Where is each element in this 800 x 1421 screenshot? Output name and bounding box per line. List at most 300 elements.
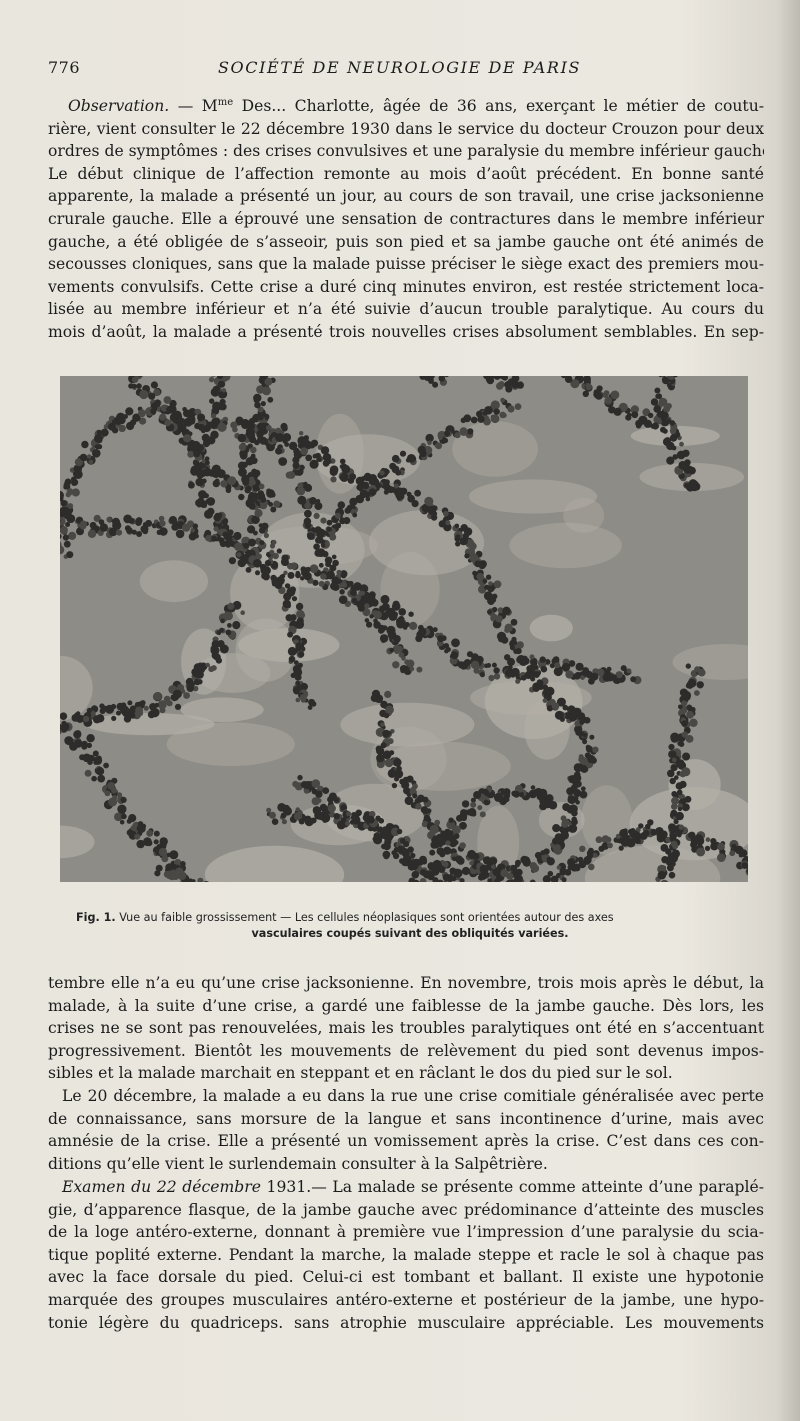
cell-nucleus bbox=[240, 610, 245, 615]
cell-nucleus bbox=[394, 777, 399, 782]
cell-nucleus bbox=[323, 453, 332, 462]
cell-nucleus bbox=[411, 853, 416, 858]
cell-nucleus bbox=[116, 530, 122, 536]
cell-nucleus bbox=[434, 820, 440, 826]
cell-nucleus bbox=[349, 473, 356, 480]
cell-nucleus bbox=[510, 645, 515, 650]
cell-nucleus bbox=[464, 553, 469, 558]
cell-nucleus bbox=[385, 758, 394, 767]
cell-nucleus bbox=[262, 437, 267, 442]
cell-nucleus bbox=[238, 494, 244, 500]
cell-nucleus bbox=[619, 829, 628, 838]
cell-nucleus bbox=[398, 608, 406, 616]
cell-nucleus bbox=[496, 382, 503, 389]
cell-nucleus bbox=[248, 494, 253, 499]
cell-nucleus bbox=[407, 454, 416, 463]
cell-nucleus bbox=[635, 420, 642, 427]
cell-nucleus bbox=[322, 787, 329, 794]
cell-nucleus bbox=[87, 454, 91, 458]
cell-nucleus bbox=[739, 853, 744, 858]
cell-nucleus bbox=[232, 621, 240, 629]
cell-nucleus bbox=[467, 651, 473, 657]
cell-nucleus bbox=[292, 781, 298, 787]
cell-nucleus bbox=[379, 818, 385, 824]
cell-nucleus bbox=[321, 540, 326, 545]
cell-nucleus bbox=[540, 656, 546, 662]
cell-nucleus bbox=[103, 763, 109, 769]
cell-nucleus bbox=[575, 800, 580, 805]
cell-nucleus bbox=[312, 797, 320, 805]
text-line: sibles et la malade marchait en steppant et en râclant le dos du pied sur le sol. bbox=[48, 1064, 673, 1083]
cell-nucleus bbox=[560, 717, 565, 722]
cell-nucleus bbox=[693, 481, 698, 486]
text-line: progressivement. Bientôt les mouvements de relèvement du pied sont devenus impos- bbox=[48, 1041, 764, 1060]
cell-nucleus bbox=[507, 405, 514, 412]
cell-nucleus bbox=[696, 848, 705, 857]
cell-nucleus bbox=[238, 462, 246, 470]
cell-nucleus bbox=[579, 846, 585, 852]
cell-nucleus bbox=[494, 408, 500, 414]
cell-nucleus bbox=[543, 689, 551, 697]
cell-nucleus bbox=[583, 733, 588, 738]
cell-nucleus bbox=[217, 513, 222, 518]
cell-nucleus bbox=[592, 747, 598, 753]
cell-nucleus bbox=[513, 791, 520, 798]
cell-nucleus bbox=[636, 833, 643, 840]
cell-nucleus bbox=[80, 521, 87, 528]
cell-nucleus bbox=[330, 565, 337, 572]
cell-nucleus bbox=[246, 499, 255, 508]
text-line: rière, vient consulter le 22 décembre 1930 dans le service du docteur Crouzon pour deux bbox=[48, 119, 764, 138]
cell-nucleus bbox=[202, 479, 207, 484]
cell-nucleus bbox=[148, 393, 155, 400]
cell-nucleus bbox=[367, 816, 375, 824]
cell-nucleus bbox=[352, 513, 357, 518]
cell-nucleus bbox=[451, 651, 459, 659]
cell-nucleus bbox=[299, 431, 303, 435]
text-line: apparente, la malade a présenté un jour, au cours de son travail, une crise jacksonienne bbox=[48, 187, 764, 206]
cell-nucleus bbox=[674, 819, 679, 824]
text-line: lisée au membre inférieur et n’a été suivie d’aucun trouble paralytique. Au cours du bbox=[48, 300, 764, 319]
paragraph-continuation bbox=[48, 972, 764, 1085]
cell-nucleus bbox=[139, 390, 148, 399]
cell-nucleus bbox=[298, 810, 303, 815]
cell-nucleus bbox=[259, 540, 264, 545]
cell-nucleus bbox=[278, 457, 287, 466]
cell-nucleus bbox=[183, 434, 191, 442]
text-line: gauche, a été obligée de s’asseoir, puis son pied et sa jambe gauche ont été animés de bbox=[48, 232, 764, 251]
cell-nucleus bbox=[281, 813, 287, 819]
cell-nucleus bbox=[492, 663, 497, 668]
cell-nucleus bbox=[588, 848, 594, 854]
cell-nucleus bbox=[128, 383, 133, 388]
cell-nucleus bbox=[341, 582, 347, 588]
cell-nucleus bbox=[327, 527, 332, 532]
cell-nucleus bbox=[211, 421, 218, 428]
cell-nucleus bbox=[437, 847, 445, 855]
cell-nucleus bbox=[676, 812, 684, 820]
cell-nucleus bbox=[330, 476, 336, 482]
cell-nucleus bbox=[418, 625, 424, 631]
cell-nucleus bbox=[437, 841, 443, 847]
cell-nucleus bbox=[659, 398, 668, 407]
cell-nucleus bbox=[403, 787, 410, 794]
cell-nucleus bbox=[322, 551, 328, 557]
cell-nucleus bbox=[248, 434, 254, 440]
cell-nucleus bbox=[392, 661, 399, 668]
cell-nucleus bbox=[355, 495, 364, 504]
cell-nucleus bbox=[90, 522, 97, 529]
cell-nucleus bbox=[207, 436, 215, 444]
cell-nucleus bbox=[554, 662, 560, 668]
cell-nucleus bbox=[220, 480, 227, 487]
stroma-patch bbox=[181, 697, 264, 722]
cell-nucleus bbox=[652, 422, 659, 429]
cell-nucleus bbox=[296, 698, 301, 703]
cell-nucleus bbox=[74, 739, 82, 747]
cell-nucleus bbox=[87, 759, 93, 765]
cell-nucleus bbox=[432, 382, 438, 388]
cell-nucleus bbox=[414, 490, 421, 497]
cell-nucleus bbox=[194, 679, 200, 685]
cell-nucleus bbox=[590, 757, 597, 764]
cell-nucleus bbox=[589, 735, 594, 740]
cell-nucleus bbox=[158, 700, 167, 709]
cell-nucleus bbox=[470, 802, 476, 808]
cell-nucleus bbox=[269, 812, 276, 819]
cell-nucleus bbox=[81, 455, 87, 461]
cell-nucleus bbox=[586, 745, 591, 750]
examination-label: Examen du 22 décembre bbox=[62, 1178, 261, 1196]
cell-nucleus bbox=[214, 526, 219, 531]
cell-nucleus bbox=[461, 418, 467, 424]
text-line: mois d’août, la malade a présenté trois nouvelles crises absolument semblables. En sep- bbox=[48, 322, 764, 341]
cell-nucleus bbox=[136, 517, 143, 524]
cell-nucleus bbox=[380, 722, 385, 727]
cell-nucleus bbox=[159, 414, 166, 421]
cell-nucleus bbox=[504, 381, 512, 389]
cell-nucleus bbox=[187, 684, 195, 692]
cell-nucleus bbox=[462, 800, 469, 807]
text-fragment: — M bbox=[177, 97, 218, 115]
cell-nucleus bbox=[338, 501, 346, 509]
cell-nucleus bbox=[227, 623, 232, 628]
cell-nucleus bbox=[448, 818, 453, 823]
cell-nucleus bbox=[427, 808, 432, 813]
cell-nucleus bbox=[397, 829, 403, 835]
page-number: 776 bbox=[48, 58, 81, 77]
cell-nucleus bbox=[418, 446, 426, 454]
cell-nucleus bbox=[643, 830, 650, 837]
cell-nucleus bbox=[209, 398, 214, 403]
observation-label: Observation. bbox=[68, 97, 170, 115]
cell-nucleus bbox=[249, 456, 256, 463]
cell-nucleus bbox=[602, 835, 610, 843]
page-header bbox=[48, 58, 758, 86]
cell-nucleus bbox=[409, 667, 414, 672]
cell-nucleus bbox=[281, 425, 287, 431]
cell-nucleus bbox=[226, 488, 232, 494]
text-line: tembre elle n’a eu qu’une crise jacksonienne. En novembre, trois mois après le début, la bbox=[48, 974, 764, 992]
cell-nucleus bbox=[150, 408, 156, 414]
cell-nucleus bbox=[408, 612, 413, 617]
cell-nucleus bbox=[550, 663, 555, 668]
cell-nucleus bbox=[330, 582, 338, 590]
cell-nucleus bbox=[553, 705, 558, 710]
cell-nucleus bbox=[563, 705, 569, 711]
cell-nucleus bbox=[213, 480, 220, 487]
text-fragment: Des... Charlotte, âgée de 36 ans, exerçant le métier de coutu- bbox=[233, 97, 764, 115]
cell-nucleus bbox=[395, 470, 401, 476]
cell-nucleus bbox=[295, 642, 303, 650]
cell-nucleus bbox=[685, 796, 692, 803]
cell-nucleus bbox=[647, 819, 653, 825]
cell-nucleus bbox=[275, 581, 283, 589]
cell-nucleus bbox=[626, 668, 631, 673]
cell-nucleus bbox=[677, 790, 683, 796]
cell-nucleus bbox=[500, 398, 505, 403]
cell-nucleus bbox=[335, 513, 341, 519]
cell-nucleus bbox=[476, 573, 484, 581]
cell-nucleus bbox=[248, 423, 255, 430]
cell-nucleus bbox=[460, 427, 468, 435]
cell-nucleus bbox=[425, 870, 433, 878]
cell-nucleus bbox=[682, 692, 691, 701]
cell-nucleus bbox=[400, 451, 406, 457]
cell-nucleus bbox=[196, 444, 204, 452]
cell-nucleus bbox=[529, 670, 536, 677]
cell-nucleus bbox=[515, 403, 522, 410]
cell-nucleus bbox=[270, 507, 276, 513]
cell-nucleus bbox=[531, 864, 539, 872]
cell-nucleus bbox=[663, 438, 671, 446]
cell-nucleus bbox=[478, 418, 483, 423]
cell-nucleus bbox=[288, 572, 295, 579]
cell-nucleus bbox=[175, 704, 181, 710]
cell-nucleus bbox=[309, 497, 317, 505]
cell-nucleus bbox=[269, 550, 274, 555]
cell-nucleus bbox=[134, 834, 140, 840]
cell-nucleus bbox=[389, 463, 396, 470]
cell-nucleus bbox=[341, 573, 347, 579]
cell-nucleus bbox=[651, 398, 658, 405]
cell-nucleus bbox=[289, 442, 297, 450]
cell-nucleus bbox=[253, 531, 258, 536]
cell-nucleus bbox=[438, 866, 445, 873]
cell-nucleus bbox=[679, 442, 684, 447]
cell-nucleus bbox=[484, 591, 493, 600]
cell-nucleus bbox=[182, 523, 190, 531]
cell-nucleus bbox=[164, 396, 172, 404]
cell-nucleus bbox=[517, 655, 525, 663]
cell-nucleus bbox=[260, 566, 269, 575]
cell-nucleus bbox=[332, 555, 337, 560]
cell-nucleus bbox=[282, 819, 287, 824]
cell-nucleus bbox=[311, 701, 316, 706]
stroma-patch bbox=[530, 615, 573, 642]
cell-nucleus bbox=[325, 557, 333, 565]
cell-nucleus bbox=[205, 663, 210, 668]
cell-nucleus bbox=[426, 818, 431, 823]
cell-nucleus bbox=[266, 808, 271, 813]
cell-nucleus bbox=[562, 663, 570, 671]
cell-nucleus bbox=[66, 551, 73, 558]
cell-nucleus bbox=[428, 507, 436, 515]
cell-nucleus bbox=[226, 630, 232, 636]
cell-nucleus bbox=[491, 414, 500, 423]
cell-nucleus bbox=[454, 840, 459, 845]
cell-nucleus bbox=[451, 638, 460, 647]
cell-nucleus bbox=[253, 559, 262, 568]
cell-nucleus bbox=[484, 800, 490, 806]
cell-nucleus bbox=[119, 425, 126, 432]
cell-nucleus bbox=[384, 691, 391, 698]
cell-nucleus bbox=[89, 460, 94, 465]
cell-nucleus bbox=[220, 403, 227, 410]
cell-nucleus bbox=[73, 730, 81, 738]
cell-nucleus bbox=[265, 560, 271, 566]
cell-nucleus bbox=[211, 536, 217, 542]
cell-nucleus bbox=[530, 654, 535, 659]
cell-nucleus bbox=[209, 377, 214, 382]
cell-nucleus bbox=[275, 448, 282, 455]
cell-nucleus bbox=[176, 414, 182, 420]
cell-nucleus bbox=[680, 771, 687, 778]
cell-nucleus bbox=[661, 844, 669, 852]
cell-nucleus bbox=[504, 627, 510, 633]
superscript: me bbox=[217, 96, 234, 108]
cell-nucleus bbox=[358, 591, 363, 596]
cell-nucleus bbox=[515, 860, 521, 866]
cell-nucleus bbox=[473, 791, 481, 799]
cell-nucleus bbox=[236, 552, 241, 557]
cell-nucleus bbox=[322, 818, 327, 823]
cell-nucleus bbox=[197, 414, 205, 422]
cell-nucleus bbox=[135, 707, 143, 715]
cell-nucleus bbox=[444, 430, 450, 436]
cell-nucleus bbox=[576, 663, 584, 671]
cell-nucleus bbox=[684, 483, 689, 488]
cell-nucleus bbox=[277, 548, 282, 553]
cell-nucleus bbox=[488, 675, 494, 681]
cell-nucleus bbox=[706, 837, 711, 842]
cell-nucleus bbox=[207, 508, 215, 516]
cell-nucleus bbox=[304, 510, 312, 518]
cell-nucleus bbox=[488, 581, 493, 586]
cell-nucleus bbox=[412, 871, 420, 879]
cell-nucleus bbox=[340, 473, 349, 482]
cell-nucleus bbox=[668, 744, 674, 750]
cell-nucleus bbox=[64, 541, 71, 548]
cell-nucleus bbox=[603, 393, 608, 398]
cell-nucleus bbox=[460, 537, 468, 545]
cell-nucleus bbox=[88, 530, 96, 538]
cell-nucleus bbox=[345, 507, 351, 513]
text-line: vements convulsifs. Cette crise a duré cinq minutes environ, est restée strictement loca- bbox=[48, 277, 764, 296]
cell-nucleus bbox=[227, 603, 234, 610]
cell-nucleus bbox=[454, 432, 460, 438]
cell-nucleus bbox=[437, 635, 444, 642]
cell-nucleus bbox=[516, 648, 522, 654]
cell-nucleus bbox=[305, 522, 310, 527]
cell-nucleus bbox=[481, 562, 486, 567]
cell-nucleus bbox=[371, 694, 379, 702]
cell-nucleus bbox=[679, 825, 684, 830]
figure-label: Fig. 1. bbox=[76, 911, 116, 924]
cell-nucleus bbox=[392, 455, 400, 463]
cell-nucleus bbox=[137, 824, 146, 833]
text-line: de la loge antéro-externe, donnant à première vue l’impression d’une paralysie du scia- bbox=[48, 1223, 764, 1242]
cell-nucleus bbox=[148, 711, 155, 718]
cell-nucleus bbox=[283, 600, 291, 608]
cell-nucleus bbox=[607, 667, 612, 672]
cell-nucleus bbox=[571, 817, 577, 823]
cell-nucleus bbox=[320, 573, 326, 579]
cell-nucleus bbox=[220, 619, 225, 624]
cell-nucleus bbox=[430, 825, 439, 834]
cell-nucleus bbox=[471, 661, 479, 669]
cell-nucleus bbox=[483, 856, 491, 864]
cell-nucleus bbox=[620, 403, 627, 410]
cell-nucleus bbox=[483, 579, 488, 584]
cell-nucleus bbox=[432, 836, 439, 843]
cell-nucleus bbox=[230, 422, 237, 429]
cell-nucleus bbox=[229, 557, 236, 564]
cell-nucleus bbox=[544, 848, 550, 854]
cell-nucleus bbox=[381, 595, 390, 604]
cell-nucleus bbox=[241, 419, 250, 428]
cell-nucleus bbox=[548, 871, 554, 877]
cell-nucleus bbox=[364, 603, 369, 608]
cell-nucleus bbox=[467, 428, 473, 434]
cell-nucleus bbox=[169, 516, 177, 524]
cell-nucleus bbox=[387, 608, 395, 616]
cell-nucleus bbox=[577, 712, 585, 720]
cell-nucleus bbox=[214, 654, 221, 661]
cell-nucleus bbox=[630, 676, 636, 682]
cell-nucleus bbox=[444, 649, 449, 654]
cell-nucleus bbox=[531, 785, 536, 790]
cell-nucleus bbox=[351, 814, 359, 822]
cell-nucleus bbox=[289, 615, 294, 620]
cell-nucleus bbox=[653, 405, 661, 413]
cell-nucleus bbox=[243, 543, 249, 549]
cell-nucleus bbox=[299, 819, 305, 825]
cell-nucleus bbox=[227, 476, 236, 485]
cell-nucleus bbox=[695, 837, 704, 846]
cell-nucleus bbox=[484, 869, 489, 874]
cell-nucleus bbox=[198, 497, 204, 503]
cell-nucleus bbox=[456, 534, 461, 539]
cell-nucleus bbox=[441, 831, 447, 837]
cell-nucleus bbox=[281, 558, 289, 566]
cell-nucleus bbox=[297, 775, 302, 780]
cell-nucleus bbox=[85, 770, 92, 777]
cell-nucleus bbox=[292, 596, 297, 601]
cell-nucleus bbox=[178, 872, 186, 880]
cell-nucleus bbox=[65, 479, 72, 486]
cell-nucleus bbox=[189, 418, 195, 424]
cell-nucleus bbox=[328, 804, 336, 812]
cell-nucleus bbox=[117, 805, 126, 814]
cell-nucleus bbox=[255, 570, 260, 575]
cell-nucleus bbox=[487, 609, 492, 614]
cell-nucleus bbox=[678, 807, 682, 811]
cell-nucleus bbox=[374, 832, 381, 839]
text-line: gie, d’apparence flasque, de la jambe gauche avec prédominance d’atteinte des muscles bbox=[48, 1200, 764, 1219]
cell-nucleus bbox=[486, 575, 491, 580]
text-line: crurale gauche. Elle a éprouvé une sensation de contractures dans le membre inférieur bbox=[48, 209, 764, 228]
